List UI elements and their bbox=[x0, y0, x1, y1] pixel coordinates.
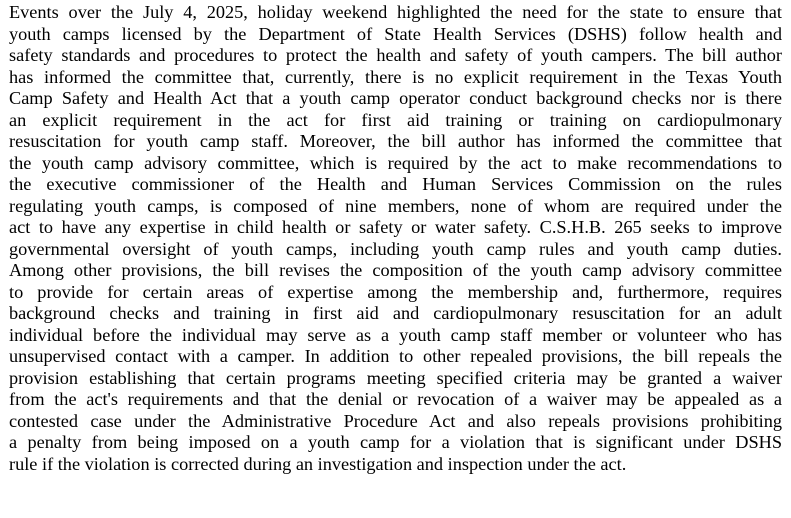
paragraph-line: safety standards and procedures to protect the health and safety of youth campers. The bill author bbox=[9, 45, 782, 65]
paragraph-line: unsupervised contact with a camper. In addition to other repealed provisions, the bill repeals the bbox=[9, 346, 782, 366]
paragraph-line: rule if the violation is corrected during an investigation and inspection under the act. bbox=[9, 453, 627, 474]
paragraph-line: Events over the July 4, 2025, holiday weekend highlighted the need for the state to ensure that bbox=[9, 2, 782, 22]
paragraph-line: provision establishing that certain programs meeting specified criteria may be granted a waiver bbox=[9, 367, 782, 388]
paragraph-line: to provide for certain areas of expertise among the membership and, furthermore, requires bbox=[9, 281, 782, 302]
paragraph-line: contested case under the Administrative Procedure Act and also repeals provisions prohibiting bbox=[9, 410, 782, 431]
paragraph-line: from the act's requirements and that the denial or revocation of a waiver may be appealed as a bbox=[9, 389, 782, 409]
paragraph-line: the youth camp advisory committee, which is required by the act to make recommendations to bbox=[9, 152, 782, 173]
paragraph-line: individual before the individual may serve as a youth camp staff member or volunteer who has bbox=[9, 324, 782, 345]
paragraph-line: Among other provisions, the bill revises the composition of the youth camp advisory committee bbox=[9, 260, 782, 280]
paragraph-line: Camp Safety and Health Act that a youth camp operator conduct background checks nor is there bbox=[9, 88, 782, 108]
paragraph-line: act to have any expertise in child health or safety or water safety. C.S.H.B. 265 seeks to improve bbox=[9, 217, 782, 237]
paragraph-line: background checks and training in first aid and cardiopulmonary resuscitation for an adult bbox=[9, 303, 782, 323]
paragraph-line: resuscitation for youth camp staff. Moreover, the bill author has informed the committee that bbox=[9, 131, 782, 151]
paragraph-line: has informed the committee that, currently, there is no explicit requirement in the Texas Youth bbox=[9, 66, 782, 87]
paragraph-line: governmental oversight of youth camps, including youth camp rules and youth camp duties. bbox=[9, 238, 782, 259]
bill-analysis-paragraph bbox=[9, 2, 782, 475]
paragraph-line: a penalty from being imposed on a youth camp for a violation that is significant under DSHS bbox=[9, 432, 782, 452]
paragraph-line: youth camps licensed by the Department of State Health Services (DSHS) follow health and bbox=[9, 23, 782, 44]
paragraph-line: an explicit requirement in the act for first aid training or training on cardiopulmonary bbox=[9, 109, 782, 130]
paragraph-line: the executive commissioner of the Health and Human Services Commission on the rules bbox=[9, 174, 782, 194]
paragraph-line: regulating youth camps, is composed of nine members, none of whom are required under the bbox=[9, 195, 782, 216]
